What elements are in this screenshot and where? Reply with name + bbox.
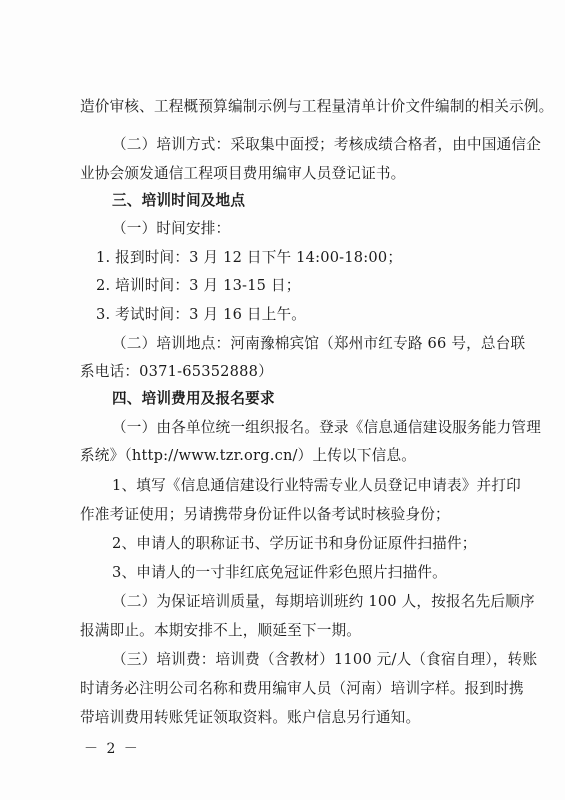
section-heading-3: 三、培训时间及地点 bbox=[112, 192, 246, 209]
page-number: － 2 － bbox=[84, 741, 140, 757]
body-line-8: 3. 考试时间：3 月 16 日上午。 bbox=[96, 306, 307, 323]
body-line-7: 2. 培训时间：3 月 13-15 日； bbox=[96, 277, 301, 294]
body-line-20: （三）培训费：培训费（含教材）1100 元/人（食宿自理），转账 bbox=[112, 651, 538, 668]
body-line-2: （二）培训方式：采取集中面授；考核成绩合格者，由中国通信企 bbox=[112, 136, 542, 153]
body-line-3: 业协会颁发通信工程项目费用编审人员登记证书。 bbox=[80, 165, 406, 182]
body-line-15: 作准考证使用；另请携带身份证件以备考试时核验身份； bbox=[80, 506, 450, 523]
section-heading-4: 四、培训费用及报名要求 bbox=[112, 390, 275, 407]
body-line-18: （二）为保证培训质量，每期培训班约 100 人，按报名先后顺序 bbox=[112, 593, 535, 610]
body-line-22: 带培训费用转账凭证领取资料。账户信息另行通知。 bbox=[80, 709, 421, 726]
body-line-1: 造价审核、工程概预算编制示例与工程量清单计价文件编制的相关示例。 bbox=[80, 98, 554, 115]
body-line-21: 时请务必注明公司名称和费用编审人员（河南）培训字样。报到时携 bbox=[80, 680, 524, 697]
body-line-5: （一）时间安排： bbox=[112, 220, 231, 237]
body-line-14: 1、填写《信息通信建设行业特需专业人员登记申请表》并打印 bbox=[112, 477, 521, 494]
body-line-19: 报满即止。本期安排不上，顺延至下一期。 bbox=[80, 622, 362, 639]
body-line-6: 1. 报到时间：3 月 12 日下午 14:00-18:00； bbox=[96, 249, 403, 266]
body-line-17: 3、申请人的一寸非红底免冠证件彩色照片扫描件。 bbox=[112, 564, 447, 581]
body-line-16: 2、申请人的职称证书、学历证书和身份证原件扫描件； bbox=[112, 535, 477, 552]
body-line-10: 系电话：0371-65352888） bbox=[80, 363, 273, 380]
body-line-13: 系统》（http://www.tzr.org.cn/）上传以下信息。 bbox=[80, 447, 417, 464]
body-line-9: （二）培训地点：河南豫棉宾馆（郑州市红专路 66 号，总台联 bbox=[112, 335, 526, 352]
body-line-12: （一）由各单位统一组织报名。登录《信息通信建设服务能力管理 bbox=[112, 419, 542, 436]
